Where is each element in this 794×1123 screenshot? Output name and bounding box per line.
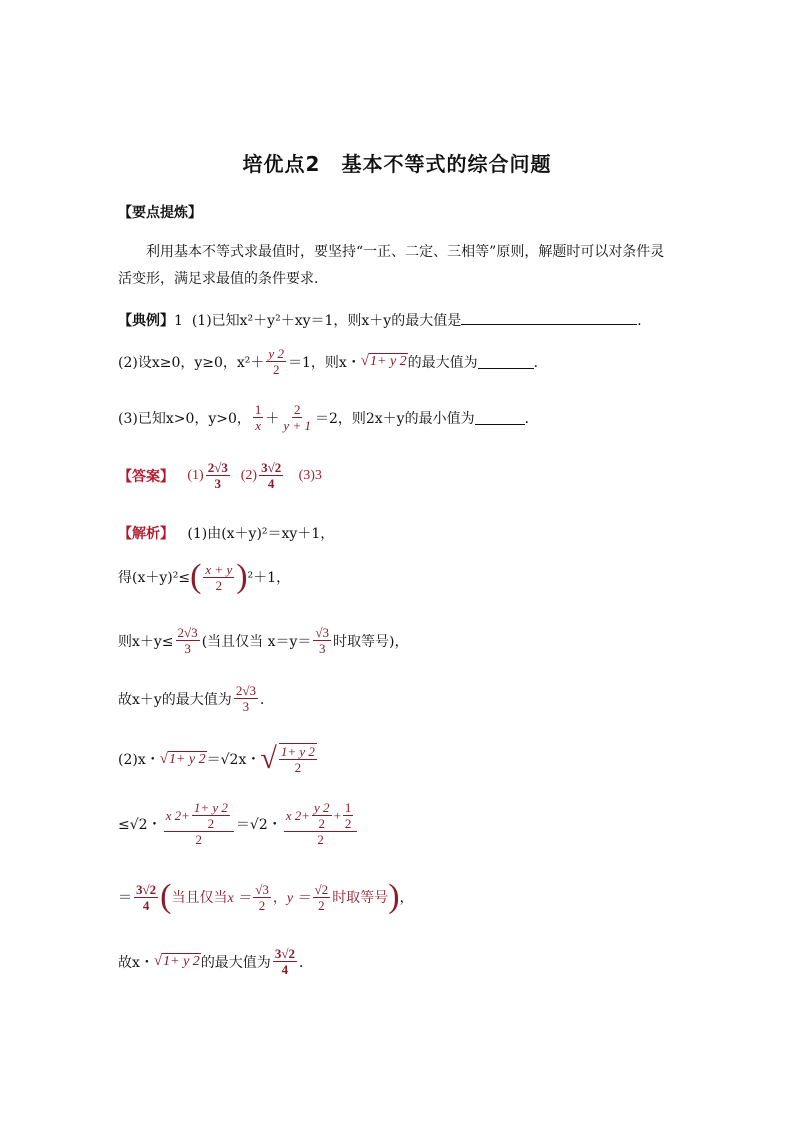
example-number: 1 xyxy=(174,313,183,329)
l6-t2-n1: y 2 xyxy=(314,800,330,815)
l3-fraction xyxy=(176,625,200,656)
q2-sqrt: √1+ y 2 xyxy=(360,353,407,369)
q2-answer-blank xyxy=(478,354,534,369)
q1-text: (1)已知x²＋y²＋xy＝1，则x＋y的最大值是 xyxy=(191,313,462,329)
l3-text-b: (当且仅当 x＝y＝ xyxy=(201,633,312,650)
analysis-line-7: ＝ $\frac{3√2}{4}$ ( 当且仅当 x ＝ $\frac{√3}{2}$ ， y ＝ $\frac{√2}{2}$ 时取等号 ) ， xyxy=(118,878,414,915)
analysis-line-3 xyxy=(118,625,409,656)
l6-text-a: ≤√2・ xyxy=(118,816,162,833)
l7-text-b: 当且仅当 xyxy=(171,891,228,906)
q2-period: ． xyxy=(533,354,548,371)
q2-fraction xyxy=(266,346,286,377)
analysis-line-8 xyxy=(118,946,313,977)
answer-1-fraction xyxy=(206,460,230,491)
l7-y: y ＝ xyxy=(286,891,311,906)
l6-top-den: 2 xyxy=(207,816,215,831)
l4-text-b: ． xyxy=(259,691,274,708)
q3-period: ． xyxy=(524,410,539,427)
q3-f1-num: 1 xyxy=(254,402,262,417)
analysis-label: 【解析】 xyxy=(118,526,174,542)
q3-text-a: (3)已知x>0，y>0， xyxy=(118,410,251,427)
analysis-line-2: 得(x＋y)²≤ ( $\frac{x + y}{2}$ ) ²＋1， xyxy=(118,558,291,595)
q2-frac-num: y 2 xyxy=(268,346,284,361)
l3-text-c: 时取等号)， xyxy=(333,633,409,650)
l5-sqrt-fraction: √ $\frac{1+ y 2}{2}$ xyxy=(260,742,315,775)
q3-plus: ＋ xyxy=(265,410,280,427)
l3-den2: 3 xyxy=(318,641,326,656)
l8-num: 3√2 xyxy=(274,946,295,961)
l6-t2-plus: + xyxy=(333,808,341,823)
l7-yn: √2 xyxy=(314,881,329,897)
answer-line xyxy=(118,460,322,491)
l7-x: x ＝ xyxy=(227,891,252,906)
q3-f1-den: x xyxy=(255,418,262,433)
l6-top-a: x 2+ xyxy=(165,808,190,823)
l7-x-fraction xyxy=(253,882,271,913)
l8-text-a: 故x・ xyxy=(118,954,154,971)
l8-sqrt: √1+ y 2 xyxy=(153,953,200,969)
q3-f2-den: y + 1 xyxy=(283,418,311,433)
l2-den: 2 xyxy=(215,577,223,593)
l5-text-a: (2)x・ xyxy=(118,752,160,768)
l6-t2-d2: 2 xyxy=(344,816,352,831)
l8-sqrt-body: 1+ y 2 xyxy=(163,954,200,969)
l7-xd: 2 xyxy=(258,897,266,913)
answer-2-den: 4 xyxy=(267,476,275,491)
l7-den: 4 xyxy=(142,897,150,913)
l3-fraction-2 xyxy=(313,625,331,656)
l2-text-b: ²＋1， xyxy=(247,570,291,586)
l2-fraction xyxy=(203,562,234,593)
l7-y-fraction xyxy=(313,882,331,913)
l7-fraction xyxy=(134,882,158,913)
q3-f2-num: 2 xyxy=(293,402,301,417)
l6-big-fraction-2 xyxy=(284,800,358,847)
answer-2-fraction xyxy=(259,460,283,491)
l5-sq-den: 2 xyxy=(294,760,302,775)
l3-text-a: 则x＋y≤ xyxy=(118,633,174,650)
l8-fraction xyxy=(273,946,297,977)
key-points-line-1: 利用基本不等式求最值时，要坚持“一正、二定、三相等”原则，解题时可以对条件灵 xyxy=(146,244,665,260)
q2-text-a: (2)设x≥0，y≥0，x²＋ xyxy=(118,354,265,371)
l8-den: 4 xyxy=(281,962,289,977)
key-points-header: 【要点提炼】 xyxy=(118,205,202,221)
q3-text-b: ＝2，则2x＋y的最小值为 xyxy=(314,410,475,427)
l8-text-c: ． xyxy=(298,954,313,971)
l8-text-b: 的最大值为 xyxy=(200,954,271,971)
l7-text-a: ＝ xyxy=(118,890,132,906)
analysis-line-1 xyxy=(118,523,334,543)
analysis-line-6 xyxy=(118,800,359,847)
l4-fraction xyxy=(234,683,258,714)
l7-yd: 2 xyxy=(318,897,325,913)
analysis-l1-text: (1)由(x＋y)²＝xy＋1， xyxy=(187,526,335,542)
l5-sqrt-body: 1+ y 2 xyxy=(168,751,206,767)
l7-num: 3√2 xyxy=(136,881,157,897)
page-title: 培优点2 基本不等式的综合问题 xyxy=(242,152,552,176)
q3-fraction-1 xyxy=(253,402,264,433)
l6-den: 2 xyxy=(195,832,202,847)
q2-frac-den: 2 xyxy=(272,362,280,377)
answer-2-prefix: (2) xyxy=(240,467,258,483)
example-q3 xyxy=(118,402,539,433)
answer-2-num: 3√2 xyxy=(261,460,282,475)
l2-num: x + y xyxy=(205,561,233,577)
l5-sqrt: √1+ y 2 xyxy=(159,750,206,767)
l4-num: 2√3 xyxy=(235,683,256,698)
analysis-line-4 xyxy=(118,683,274,714)
q2-text-b: ＝1，则x・ xyxy=(287,354,361,371)
q2-text-c: 的最大值为 xyxy=(407,354,478,371)
l7-xn: √3 xyxy=(255,881,269,897)
l6-top-num: 1+ y 2 xyxy=(193,800,228,815)
example-q2 xyxy=(118,346,548,377)
answer-1-den: 3 xyxy=(214,476,221,491)
answer-3: (3)3 xyxy=(298,467,322,483)
l3-num: 2√3 xyxy=(177,625,198,640)
l3-den: 3 xyxy=(184,641,191,656)
example-label: 【典例】 xyxy=(118,313,174,329)
l2-text-a: 得(x＋y)²≤ xyxy=(118,570,191,586)
example-q1 xyxy=(118,310,651,330)
q1-answer-blank xyxy=(461,310,637,325)
l7-sep: ， xyxy=(272,891,287,906)
q3-answer-blank xyxy=(475,410,525,425)
l5-text-b: ＝√2x・ xyxy=(206,752,261,768)
answer-label: 【答案】 xyxy=(118,468,174,485)
q2-sqrt-body: 1+ y 2 xyxy=(370,354,407,369)
analysis-line-5 xyxy=(118,742,319,776)
l6-t2-n2: 1 xyxy=(344,800,352,815)
l6-text-b: ＝√2・ xyxy=(235,816,282,833)
answer-1-prefix: (1) xyxy=(187,467,204,483)
l7-text-c: 时取等号 xyxy=(332,891,389,906)
l4-text-a: 故x＋y的最大值为 xyxy=(118,691,232,708)
q3-fraction-2 xyxy=(281,402,313,433)
l6-t2-d1: 2 xyxy=(318,816,326,831)
l6-t2-a: x 2+ xyxy=(285,808,311,823)
l6-big-fraction-1 xyxy=(164,800,234,847)
q1-period: ． xyxy=(637,313,652,329)
answer-1-num: 2√3 xyxy=(207,460,228,475)
key-points-line-2: 活变形，满足求最值的条件要求． xyxy=(118,271,328,287)
l3-num2: √3 xyxy=(315,625,330,640)
l7-text-d: ， xyxy=(399,890,414,906)
l5-sq-num: 1+ y 2 xyxy=(280,744,315,759)
l4-den: 3 xyxy=(242,699,250,714)
l6-den2: 2 xyxy=(317,832,324,847)
